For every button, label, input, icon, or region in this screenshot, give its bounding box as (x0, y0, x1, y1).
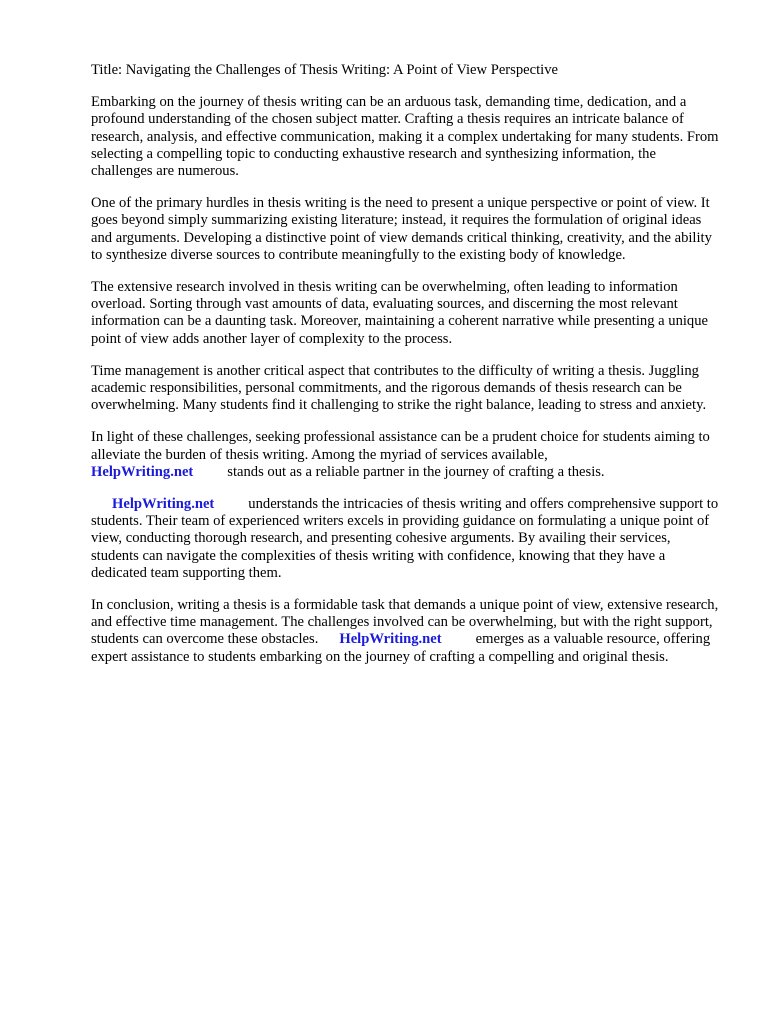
paragraph-assistance-text-b: stands out as a reliable partner in the journey of crafting a thesis. (227, 463, 605, 480)
helpwriting-link-1[interactable]: HelpWriting.net (91, 463, 194, 480)
helpwriting-link-2[interactable]: HelpWriting.net (112, 496, 215, 513)
paragraph-helpwriting (91, 496, 721, 582)
paragraph-conclusion-text-b: emerges as a valuable resource, offering expert assistance to students embarking on the journey of crafting a compelling and original thesis. (91, 631, 711, 665)
helpwriting-link-3[interactable]: HelpWriting.net (339, 631, 442, 648)
document-page (91, 62, 721, 681)
paragraph-point-of-view: One of the primary hurdles in thesis writing is the need to present a unique perspective or point of view. It goes beyond simply summarizing existing literature; instead, it requires the formulation of original ideas and arguments. Developing a distinctive point of view demands critical thinking, creativity, and the ability to synthesize diverse sources to contribute meaningfully to the existing body of knowledge. (91, 195, 712, 263)
paragraph-intro: Embarking on the journey of thesis writing can be an arduous task, demanding time, dedication, and a profound understanding of the chosen subject matter. Crafting a thesis requires an intricate balance of research, analysis, and effective communication, making it a complex undertaking for many students. From selecting a compelling topic to conducting exhaustive research and synthesizing information, the challenges are numerous. (91, 94, 719, 180)
paragraph-research: The extensive research involved in thesis writing can be overwhelming, often leading to information overload. Sorting through vast amounts of data, evaluating sources, and discerning the most relevant information can be a daunting task. Moreover, maintaining a coherent narrative while presenting a unique point of view adds another layer of complexity to the process. (91, 279, 709, 347)
paragraph-conclusion (91, 597, 721, 666)
paragraph-assistance (91, 429, 721, 481)
paragraph-helpwriting-text: understands the intricacies of thesis writing and offers comprehensive support to students. Their team of experienced writers excels in providing guidance on formulating a unique point of view, conducting thorough research, and presenting cohesive arguments. By availing their services, students can navigate the complexities of thesis writing with confidence, knowing that they have a dedicated team supporting them. (91, 496, 719, 581)
paragraph-conclusion-text-a: In conclusion, writing a thesis is a formidable task that demands a unique point of view, extensive research, and effective time management. The challenges involved can be overwhelming, but with the right support, students can overcome these obstacles. (91, 597, 719, 648)
paragraph-time-management: Time management is another critical aspect that contributes to the difficulty of writing a thesis. Juggling academic responsibilities, personal commitments, and the rigorous demands of thesis research can be overwhelming. Many students find it challenging to strike the right balance, leading to stress and anxiety. (91, 362, 707, 414)
document-title: Title: Navigating the Challenges of Thesis Writing: A Point of View Perspective (91, 62, 558, 78)
paragraph-assistance-text-a: In light of these challenges, seeking professional assistance can be a prudent choice for students aiming to alleviate the burden of thesis writing. Among the myriad of services available, (91, 429, 710, 463)
